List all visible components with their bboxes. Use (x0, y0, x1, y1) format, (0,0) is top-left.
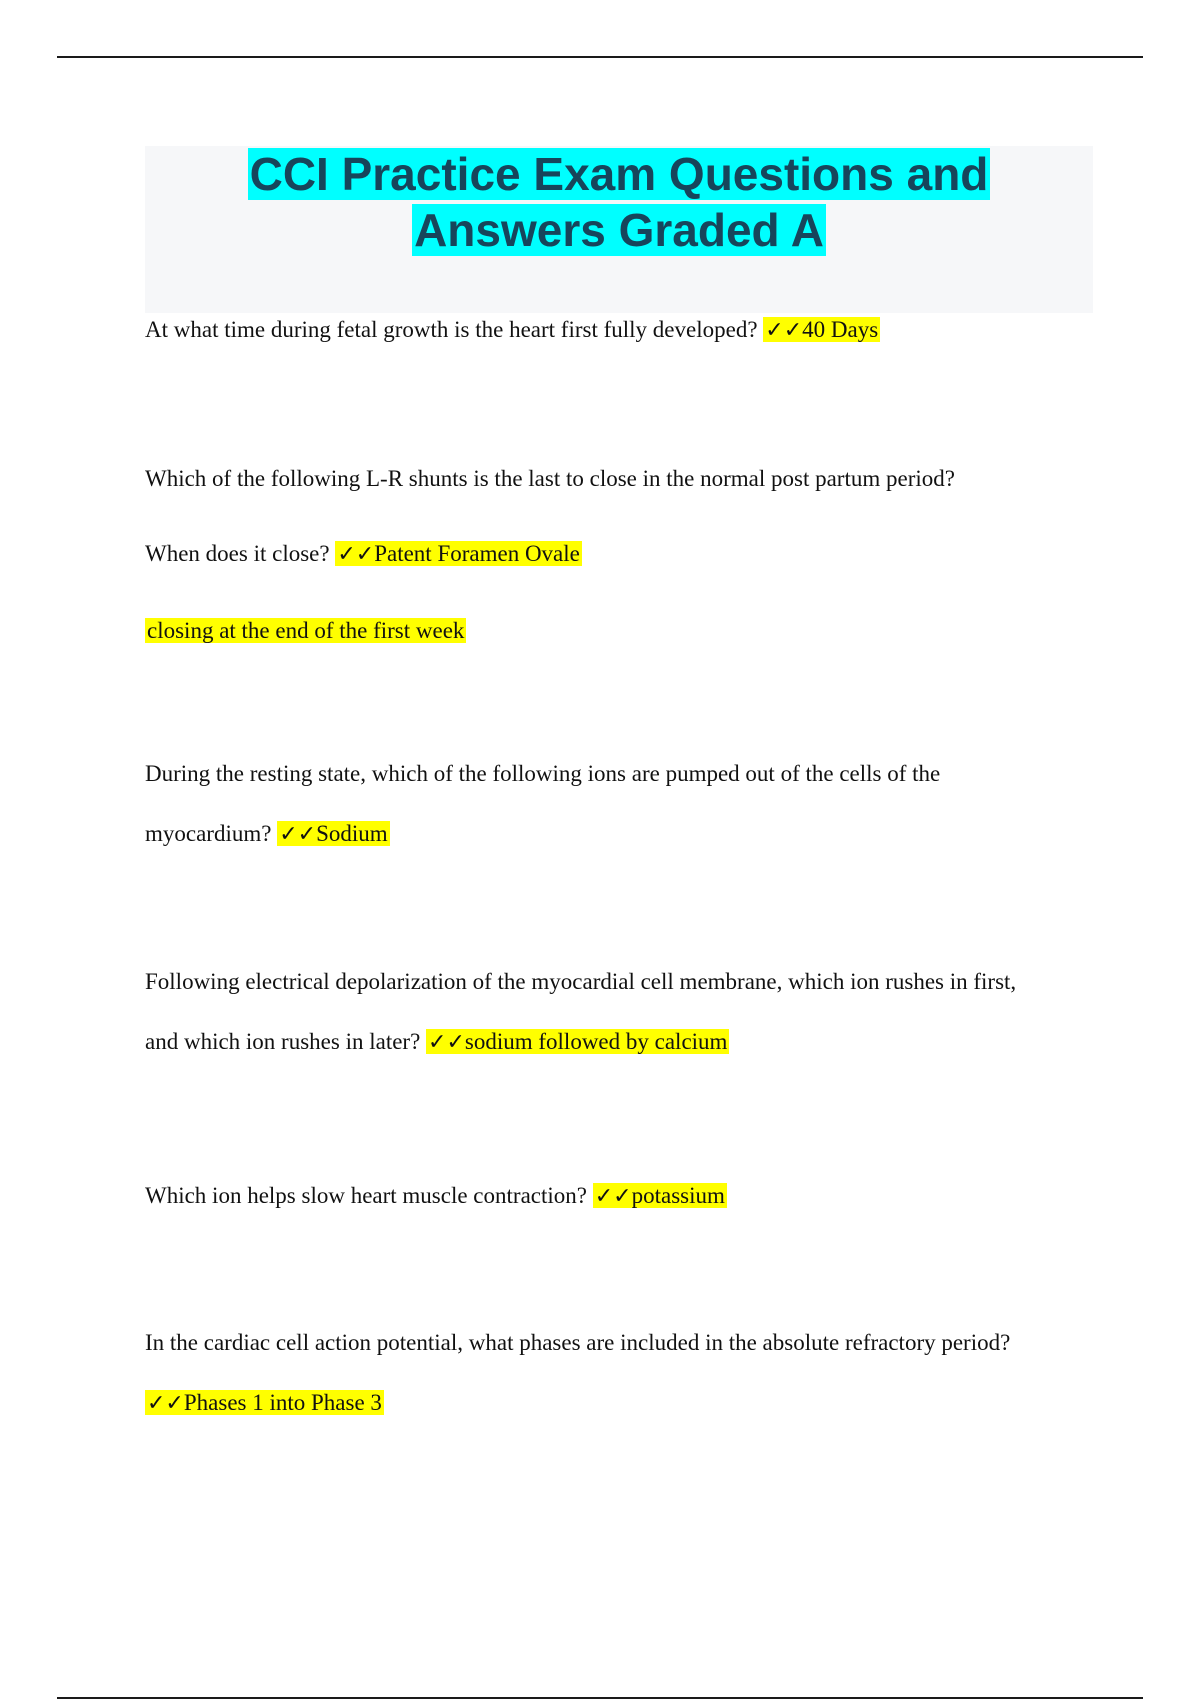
top-rule (57, 56, 1143, 58)
question-1 (145, 314, 880, 347)
question-text: When does it close? (145, 541, 330, 566)
check-icon: ✓✓ (765, 318, 803, 343)
answer-text: Patent Foramen Ovale (374, 541, 580, 566)
answer-2-continued (145, 615, 466, 647)
question-3-line-2 (145, 818, 390, 851)
question-2-line-2 (145, 538, 582, 571)
answer-5 (593, 1183, 727, 1208)
check-icon: ✓✓ (147, 1391, 184, 1416)
question-4-line-2 (145, 1026, 729, 1059)
question-6 (145, 1327, 1010, 1359)
answer-text: sodium followed by calcium (464, 1029, 728, 1054)
answer-text: 40 Days (802, 317, 879, 342)
bottom-rule (57, 1697, 1143, 1699)
question-text: myocardium? (145, 821, 272, 846)
question-text: In the cardiac cell action potential, what phases are included in the absolute refractory period? (145, 1330, 1011, 1355)
answer-2 (335, 541, 582, 566)
question-4-line-1 (145, 966, 1016, 998)
check-icon: ✓✓ (594, 1184, 632, 1209)
question-text: Following electrical depolarization of the myocardial cell membrane, which ion rushes in first, (145, 969, 1017, 994)
question-text: and which ion rushes in later? (145, 1029, 421, 1054)
question-text: During the resting state, which of the following ions are pumped out of the cells of the (145, 761, 941, 786)
question-text: Which ion helps slow heart muscle contraction? (145, 1183, 587, 1208)
question-text: Which of the following L-R shunts is the last to close in the normal post partum period? (145, 466, 955, 491)
answer-1 (763, 317, 880, 342)
answer-3 (277, 821, 389, 846)
title-line-1: CCI Practice Exam Questions and (249, 148, 989, 200)
answer-text: Sodium (316, 821, 388, 846)
page-title (145, 146, 1093, 258)
check-icon: ✓✓ (428, 1030, 465, 1055)
question-3-line-1 (145, 758, 940, 790)
question-text: At what time during fetal growth is the heart first fully developed? (145, 317, 758, 342)
question-2-line-1 (145, 463, 955, 495)
answer-4 (426, 1029, 729, 1054)
answer-6 (145, 1390, 384, 1415)
answer-text: potassium (631, 1183, 725, 1208)
title-box (145, 146, 1093, 313)
check-icon: ✓✓ (279, 822, 317, 847)
answer-text: closing at the end of the first week (147, 618, 465, 643)
answer-text: Phases 1 into Phase 3 (183, 1390, 382, 1415)
check-icon: ✓✓ (337, 542, 375, 567)
title-line-2: Answers Graded A (414, 204, 824, 256)
question-5 (145, 1180, 727, 1213)
answer-6-line (145, 1387, 384, 1420)
